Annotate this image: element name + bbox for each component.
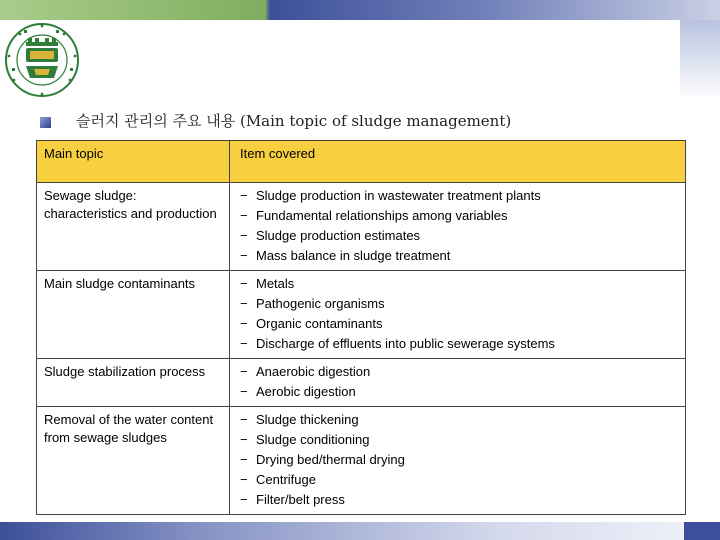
list-item: [240, 314, 679, 334]
dash-marker: −: [240, 336, 248, 351]
dash-marker: −: [240, 208, 248, 223]
dash-marker: −: [240, 276, 248, 291]
dash-marker: −: [240, 188, 248, 203]
item-text: Mass balance in sludge treatment: [256, 248, 451, 263]
list-item: [240, 334, 679, 354]
dash-marker: −: [240, 228, 248, 243]
dash-marker: −: [240, 412, 248, 427]
bottom-decor-band: [0, 522, 720, 540]
dash-marker: −: [240, 248, 248, 263]
table-header-row: [37, 141, 686, 183]
list-item: [240, 430, 679, 450]
item-text: Sludge conditioning: [256, 432, 370, 447]
topic-cell: [37, 271, 230, 359]
top-decor-band: [0, 0, 720, 20]
item-text: Sludge production in wastewater treatment plants: [256, 188, 541, 203]
items-cell: [230, 271, 686, 359]
list-item: [240, 186, 679, 206]
list-item: [240, 382, 679, 402]
item-text: Discharge of effluents into public sewerage systems: [256, 336, 555, 351]
item-text: Pathogenic organisms: [256, 296, 385, 311]
items-cell: [230, 407, 686, 515]
topics-table: [36, 140, 686, 515]
topic-label: Main sludge contaminants: [44, 276, 196, 291]
topic-label: Sludge stabilization process: [44, 364, 206, 379]
university-emblem: [4, 22, 80, 98]
side-decor-band: [680, 20, 720, 100]
list-item: [240, 450, 679, 470]
list-item: [240, 490, 679, 510]
dash-marker: −: [240, 452, 248, 467]
list-item: [240, 274, 679, 294]
dash-marker: −: [240, 316, 248, 331]
list-item: [240, 362, 679, 382]
dash-marker: −: [240, 492, 248, 507]
item-text: Anaerobic digestion: [256, 364, 371, 379]
item-text: Centrifuge: [256, 472, 316, 487]
column-header-main-topic: Main topic: [37, 141, 230, 183]
column-header-item-covered: Item covered: [230, 141, 686, 183]
topic-cell: [37, 183, 230, 271]
dash-marker: −: [240, 384, 248, 399]
list-item: [240, 206, 679, 226]
dash-marker: −: [240, 472, 248, 487]
item-text: Fundamental relationships among variables: [256, 208, 508, 223]
table-row: [37, 183, 686, 271]
table-row: [37, 271, 686, 359]
table-row: [37, 407, 686, 515]
page-title: 슬러지 관리의 주요 내용 (Main topic of sludge management): [76, 112, 512, 130]
item-text: Sludge thickening: [256, 412, 359, 427]
item-text: Filter/belt press: [256, 492, 345, 507]
topic-cell: [37, 359, 230, 407]
topic-label: Sewage sludge: characteristics and production: [44, 188, 217, 221]
topic-cell: [37, 407, 230, 515]
list-item: [240, 470, 679, 490]
item-text: Aerobic digestion: [256, 384, 356, 399]
dash-marker: −: [240, 296, 248, 311]
list-item: [240, 410, 679, 430]
dash-marker: −: [240, 432, 248, 447]
item-text: Organic contaminants: [256, 316, 383, 331]
item-text: Metals: [256, 276, 295, 291]
list-item: [240, 226, 679, 246]
item-text: Drying bed/thermal drying: [256, 452, 405, 467]
topic-label: Removal of the water content from sewage sludges: [44, 412, 214, 445]
list-item: [240, 294, 679, 314]
title-bullet: [40, 117, 51, 128]
dash-marker: −: [240, 364, 248, 379]
list-item: [240, 246, 679, 266]
items-cell: [230, 359, 686, 407]
item-text: Sludge production estimates: [256, 228, 421, 243]
items-cell: [230, 183, 686, 271]
table-row: [37, 359, 686, 407]
